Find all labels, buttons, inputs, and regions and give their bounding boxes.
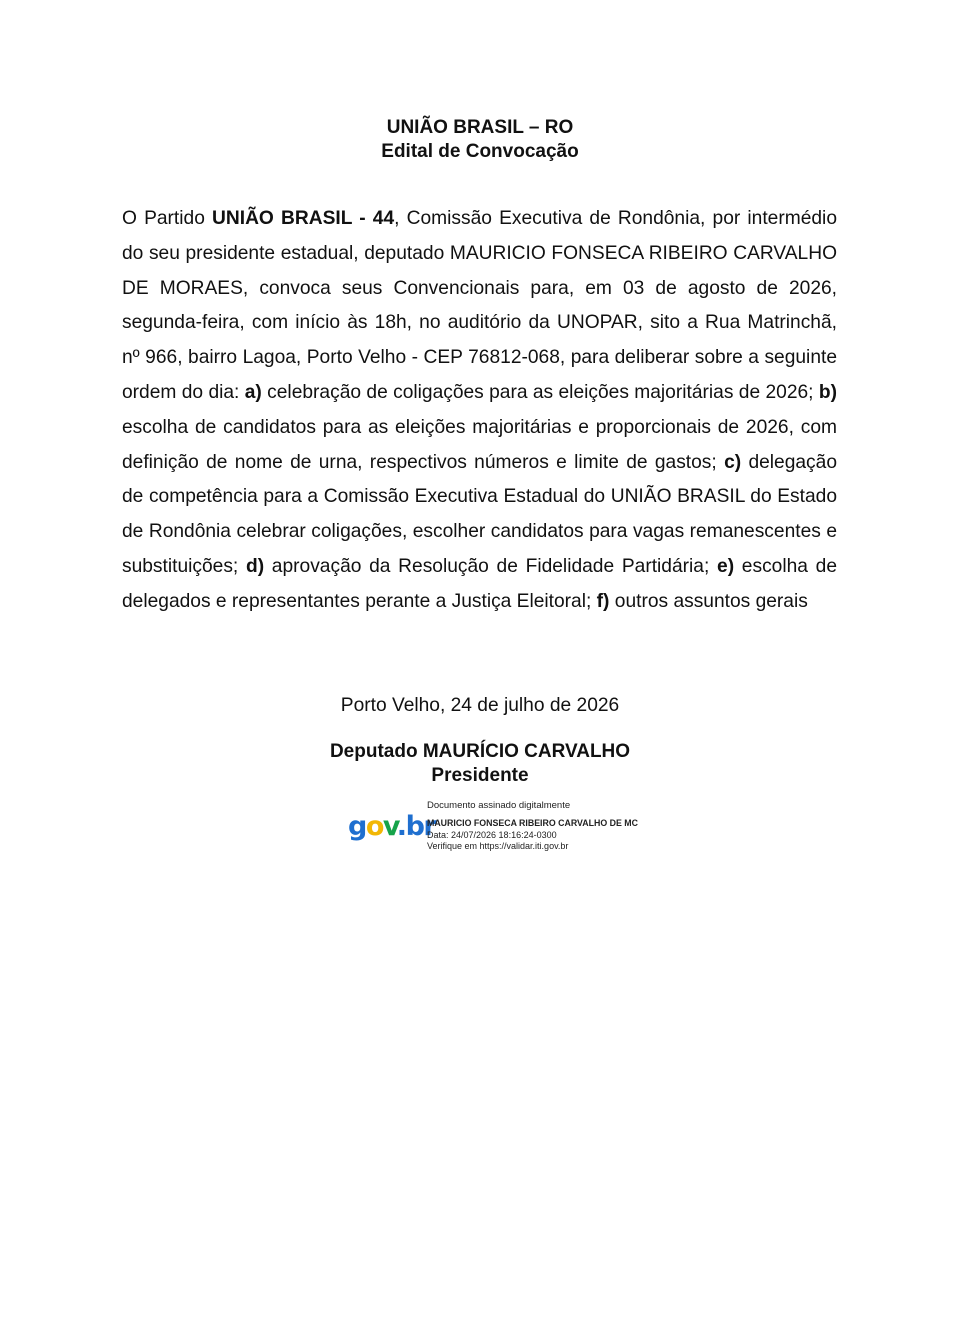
item-e-text: escolha de delegados e representantes perante a Justiça Eleitoral; — [122, 555, 837, 612]
document-title: Edital de Convocação — [381, 141, 579, 162]
item-c-text: delegação de competência para a Comissão Executiva Estadual do UNIÃO BRASIL do Estado de Rondônia celebrar coligações, escolher candidatos para vagas remanescentes e substituições; — [122, 451, 837, 577]
item-d-text: aprovação da Resolução de Fidelidade Partidária; — [264, 555, 718, 577]
party-heading: UNIÃO BRASIL – RO — [386, 117, 574, 138]
govbr-logo: gov.br — [348, 811, 436, 842]
convocation-body — [122, 202, 837, 620]
item-e-label: e) — [717, 555, 735, 577]
digital-signature-stamp — [348, 800, 648, 860]
signature-block — [0, 740, 960, 788]
stamp-date: Data: 24/07/2026 18:16:24-0300 — [427, 829, 557, 840]
body-intro: O Partido — [122, 208, 213, 229]
item-f-label: f) — [596, 590, 610, 612]
signer-role: Presidente — [431, 765, 529, 786]
stamp-verify-link: Verifique em https://validar.iti.gov.br — [427, 841, 569, 851]
item-f-text: outros assuntos gerais — [609, 590, 808, 612]
party-name-bold: UNIÃO BRASIL - 44 — [212, 208, 395, 229]
signer-name: Deputado MAURÍCIO CARVALHO — [329, 741, 631, 762]
item-d-label: d) — [245, 555, 265, 577]
item-a-text: celebração de coligações para as eleições majoritárias de 2026; — [261, 381, 819, 403]
item-c-label: c) — [724, 451, 742, 473]
place-and-date: Porto Velho, 24 de julho de 2026 — [340, 695, 620, 716]
item-a-label: a) — [244, 381, 262, 403]
item-b-text: escolha de candidatos para as eleições majoritárias e proporcionais de 2026, com definição de nome de urna, respectivos números e limite de gastos; — [122, 416, 837, 473]
stamp-details — [427, 818, 638, 853]
stamp-signer-name: MAURICIO FONSECA RIBEIRO CARVALHO DE MC — [427, 818, 638, 828]
stamp-title: Documento assinado digitalmente — [427, 800, 571, 811]
document-header — [0, 116, 960, 164]
body-main: , Comissão Executiva de Rondônia, por intermédio do seu presidente estadual, deputado MAURICIO FONSECA RIBEIRO CARVALHO DE MORAES, convoca seus Convencionais para, em 03 de agosto de 2026, segunda-feira, com início às 18h, no auditório da UNOPAR, sito a Rua Matrinchã, nº 966, bairro Lagoa, Porto Velho - CEP 76812-068, para deliberar sobre a seguinte ordem do dia: — [122, 208, 837, 403]
item-b-label: b) — [818, 381, 837, 403]
